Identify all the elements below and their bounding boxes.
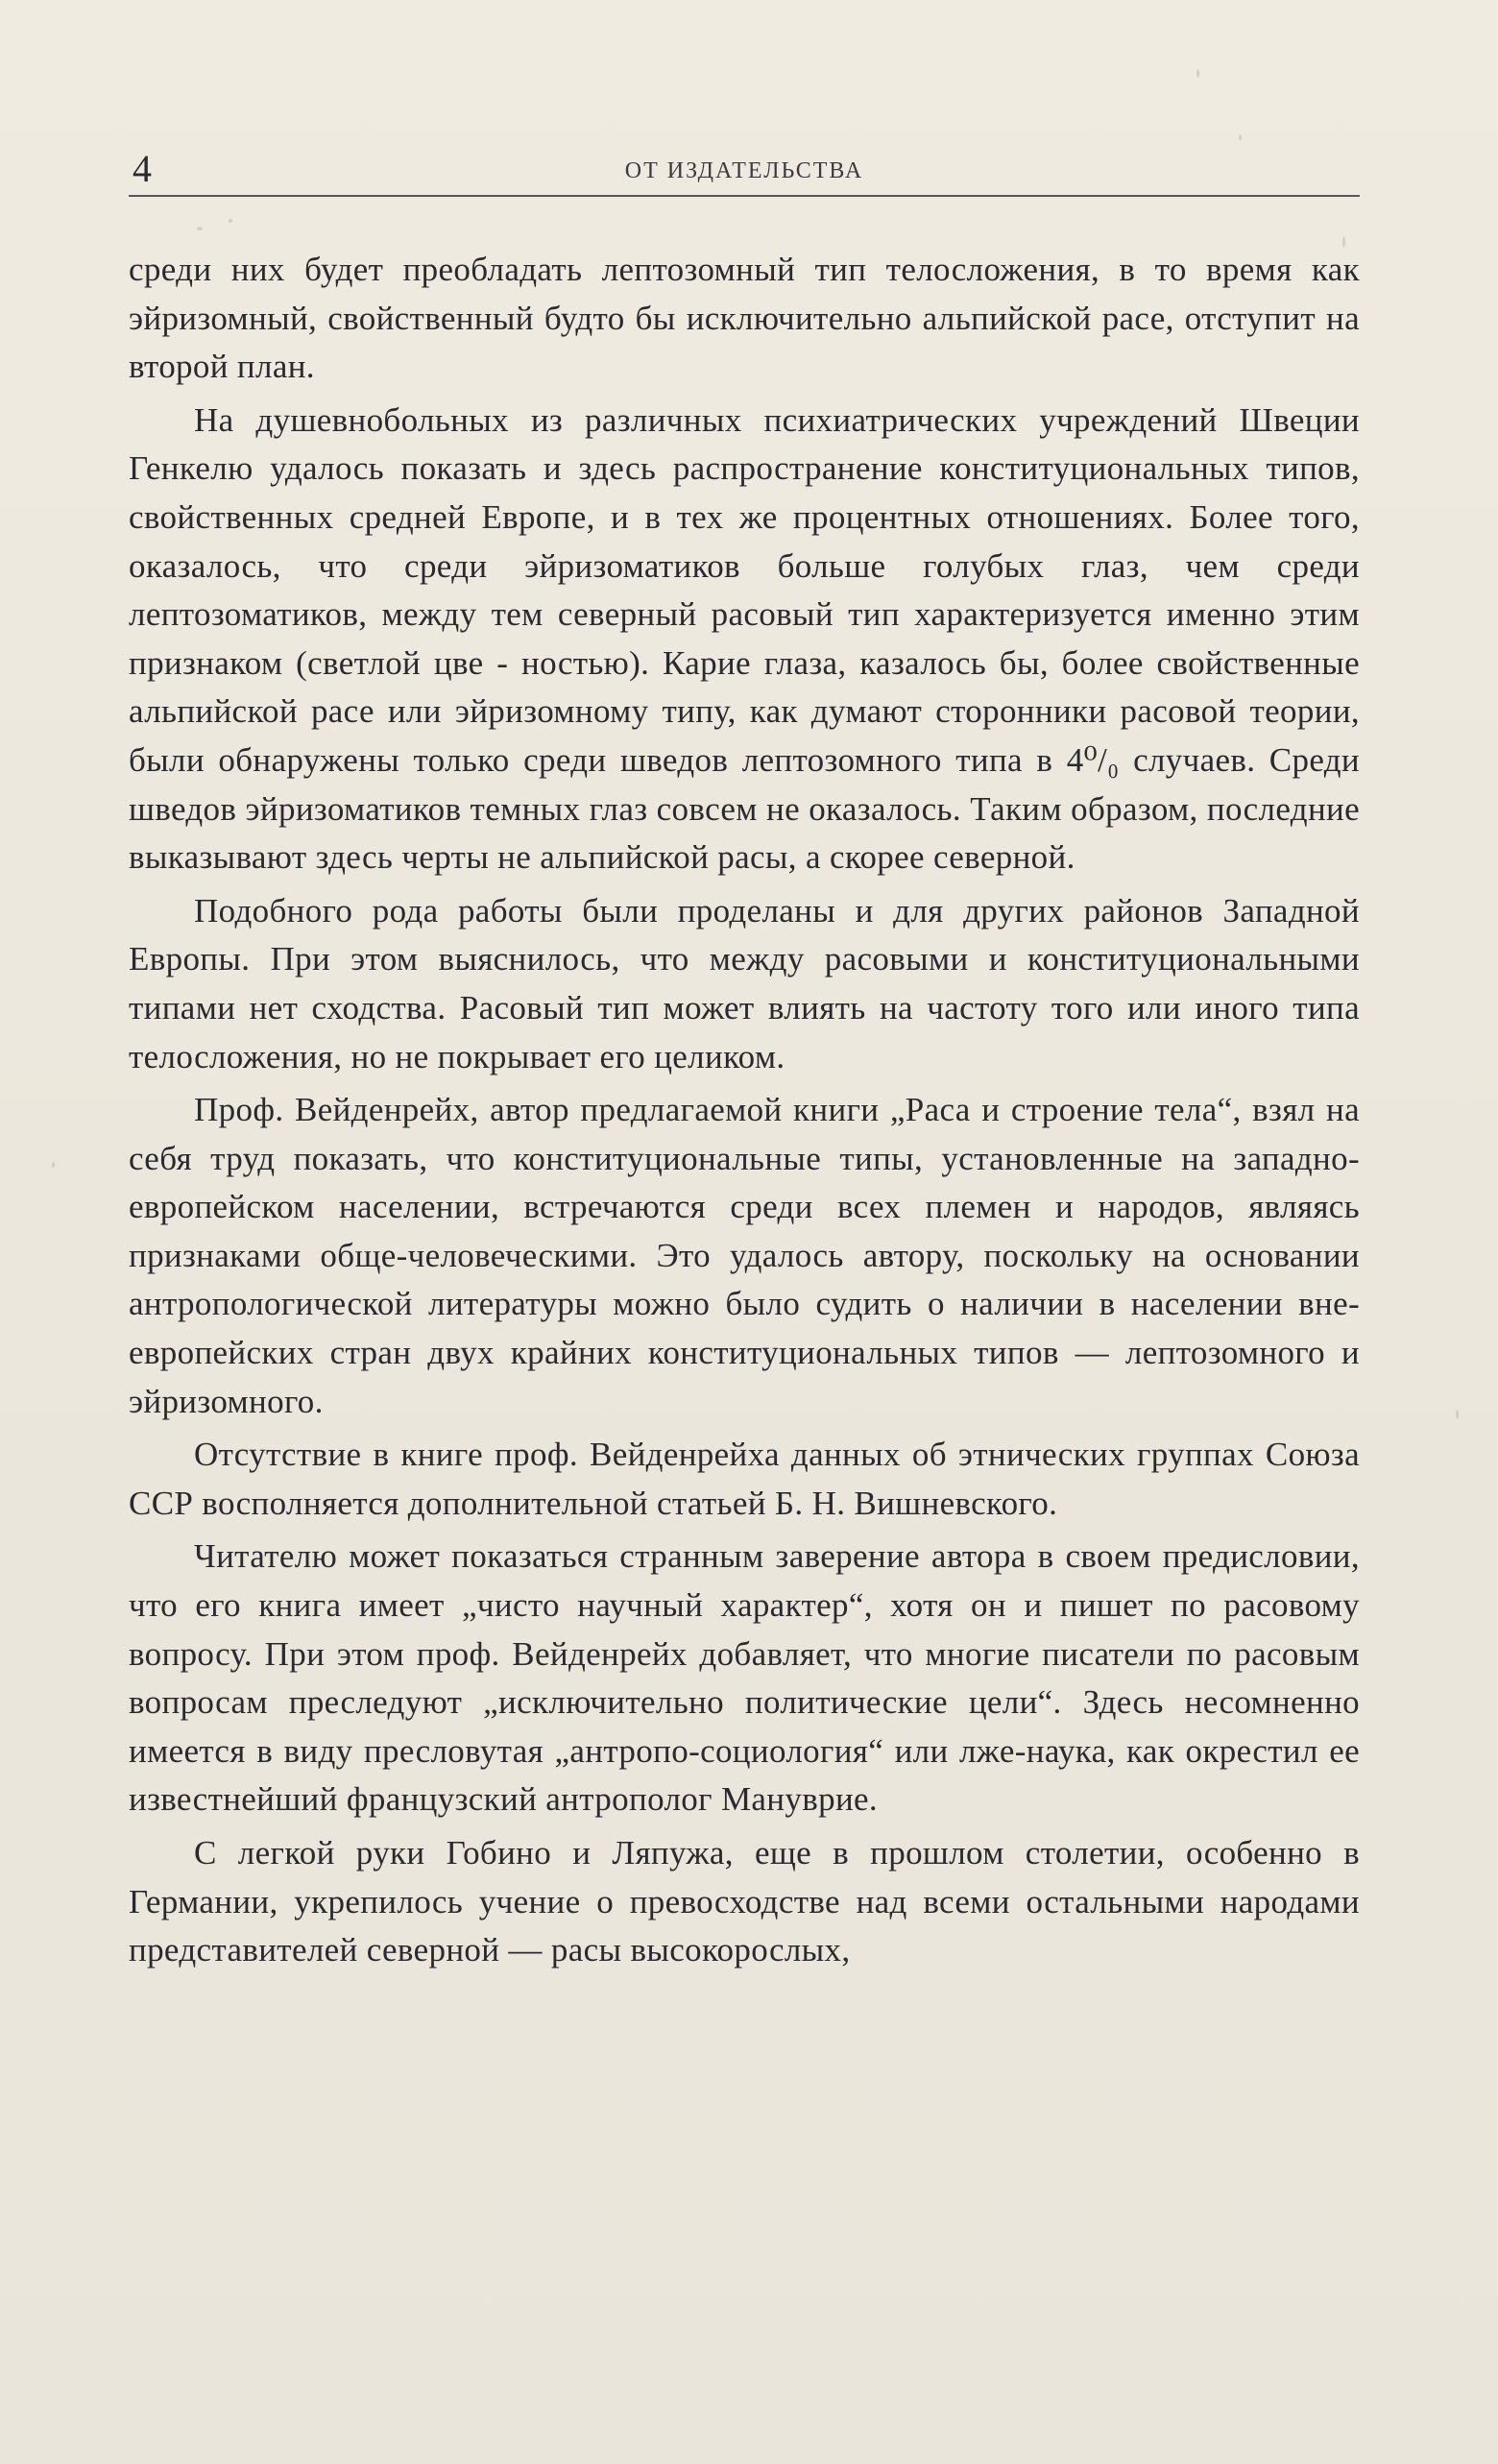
page-header [129,144,1360,198]
header-rule [129,195,1360,197]
paragraph: На душевнобольных из различных психиатрических учреждений Швеции Генкелю удалось показать и здесь распространение конституциональных типов, свойственных средней Европе, и в тех же процентных отношениях. Более того, оказалось, что среди эйризоматиков больше голубых глаз, чем среди лептозоматиков, между тем северный расовый тип характеризуется именно этим признаком (светлой цве - ностью). Карие глаза, казалось бы, более свойственные альпийской расе или эйризомному типу, как думают сторонники расовой теории, были обнаружены только среди шведов лептозомного типа в 4⁰/₀ случаев. Среди шведов эйризоматиков темных глаз совсем не оказалось. Таким образом, последние выказывают здесь черты не альпийской расы, а скорее северной. [129,400,1360,877]
paper-speck [1196,69,1199,78]
body-text [129,246,1360,1975]
running-title: ОТ ИЗДАТЕЛЬСТВА [624,158,864,183]
paper-speck [52,1162,55,1168]
paragraph: Проф. Вейденрейх, автор предлагаемой книги „Раса и строение тела“, взял на себя труд показать, что конституциональные типы, установленные на западно-европейском населении, встречаются среди всех племен и народов, являясь признаками обще-человеческими. Это удалось автору, поскольку на основании антропологической литературы можно было судить о наличии в населении вне-европейских стран двух крайних конституциональных типов — лептозомного и эйризомного. [129,1091,1360,1420]
paragraph: Читателю может показаться странным заверение автора в своем предисловии, что его книга имеет „чисто научный характер“, хотя он и пишет по расовому вопросу. При этом проф. Вейденрейх добавляет, что многие писатели по расовым вопросам преследуют „исключительно политические цели“. Здесь несомненно имеется в виду пресловутая „антропо-социология“ или лже-наука, как окрестил ее известнейший французский антрополог Мануврие. [129,1537,1360,1819]
paragraph: среди них будет преобладать лептозомный тип телосложения, в то время как эйризомный, свойственный будто бы исключительно альпийской расе, отступит на второй план. [129,251,1360,386]
paragraph: Подобного рода работы были проделаны и для других районов Западной Европы. При этом выяснилось, что между расовыми и конституциональными типами нет сходства. Расовый тип может влиять на частоту того или иного типа телосложения, но не покрывает его целиком. [129,891,1360,1075]
paper-speck [1456,1410,1459,1419]
paper-speck [229,219,232,223]
paper-speck [197,227,203,230]
paragraph: С легкой руки Гобино и Ляпужа, еще в прошлом столетии, особенно в Германии, укрепилось учение о превосходстве над всеми остальными народами представителей северной — расы высокорослых, [129,1834,1360,1969]
paper-speck [1239,134,1242,140]
paragraph: Отсутствие в книге проф. Вейденрейха данных об этнических группах Союза ССР восполняется дополнительной статьей Б. Н. Вишневского. [129,1436,1360,1522]
paper-speck [1342,236,1345,248]
page-number: 4 [133,147,152,190]
